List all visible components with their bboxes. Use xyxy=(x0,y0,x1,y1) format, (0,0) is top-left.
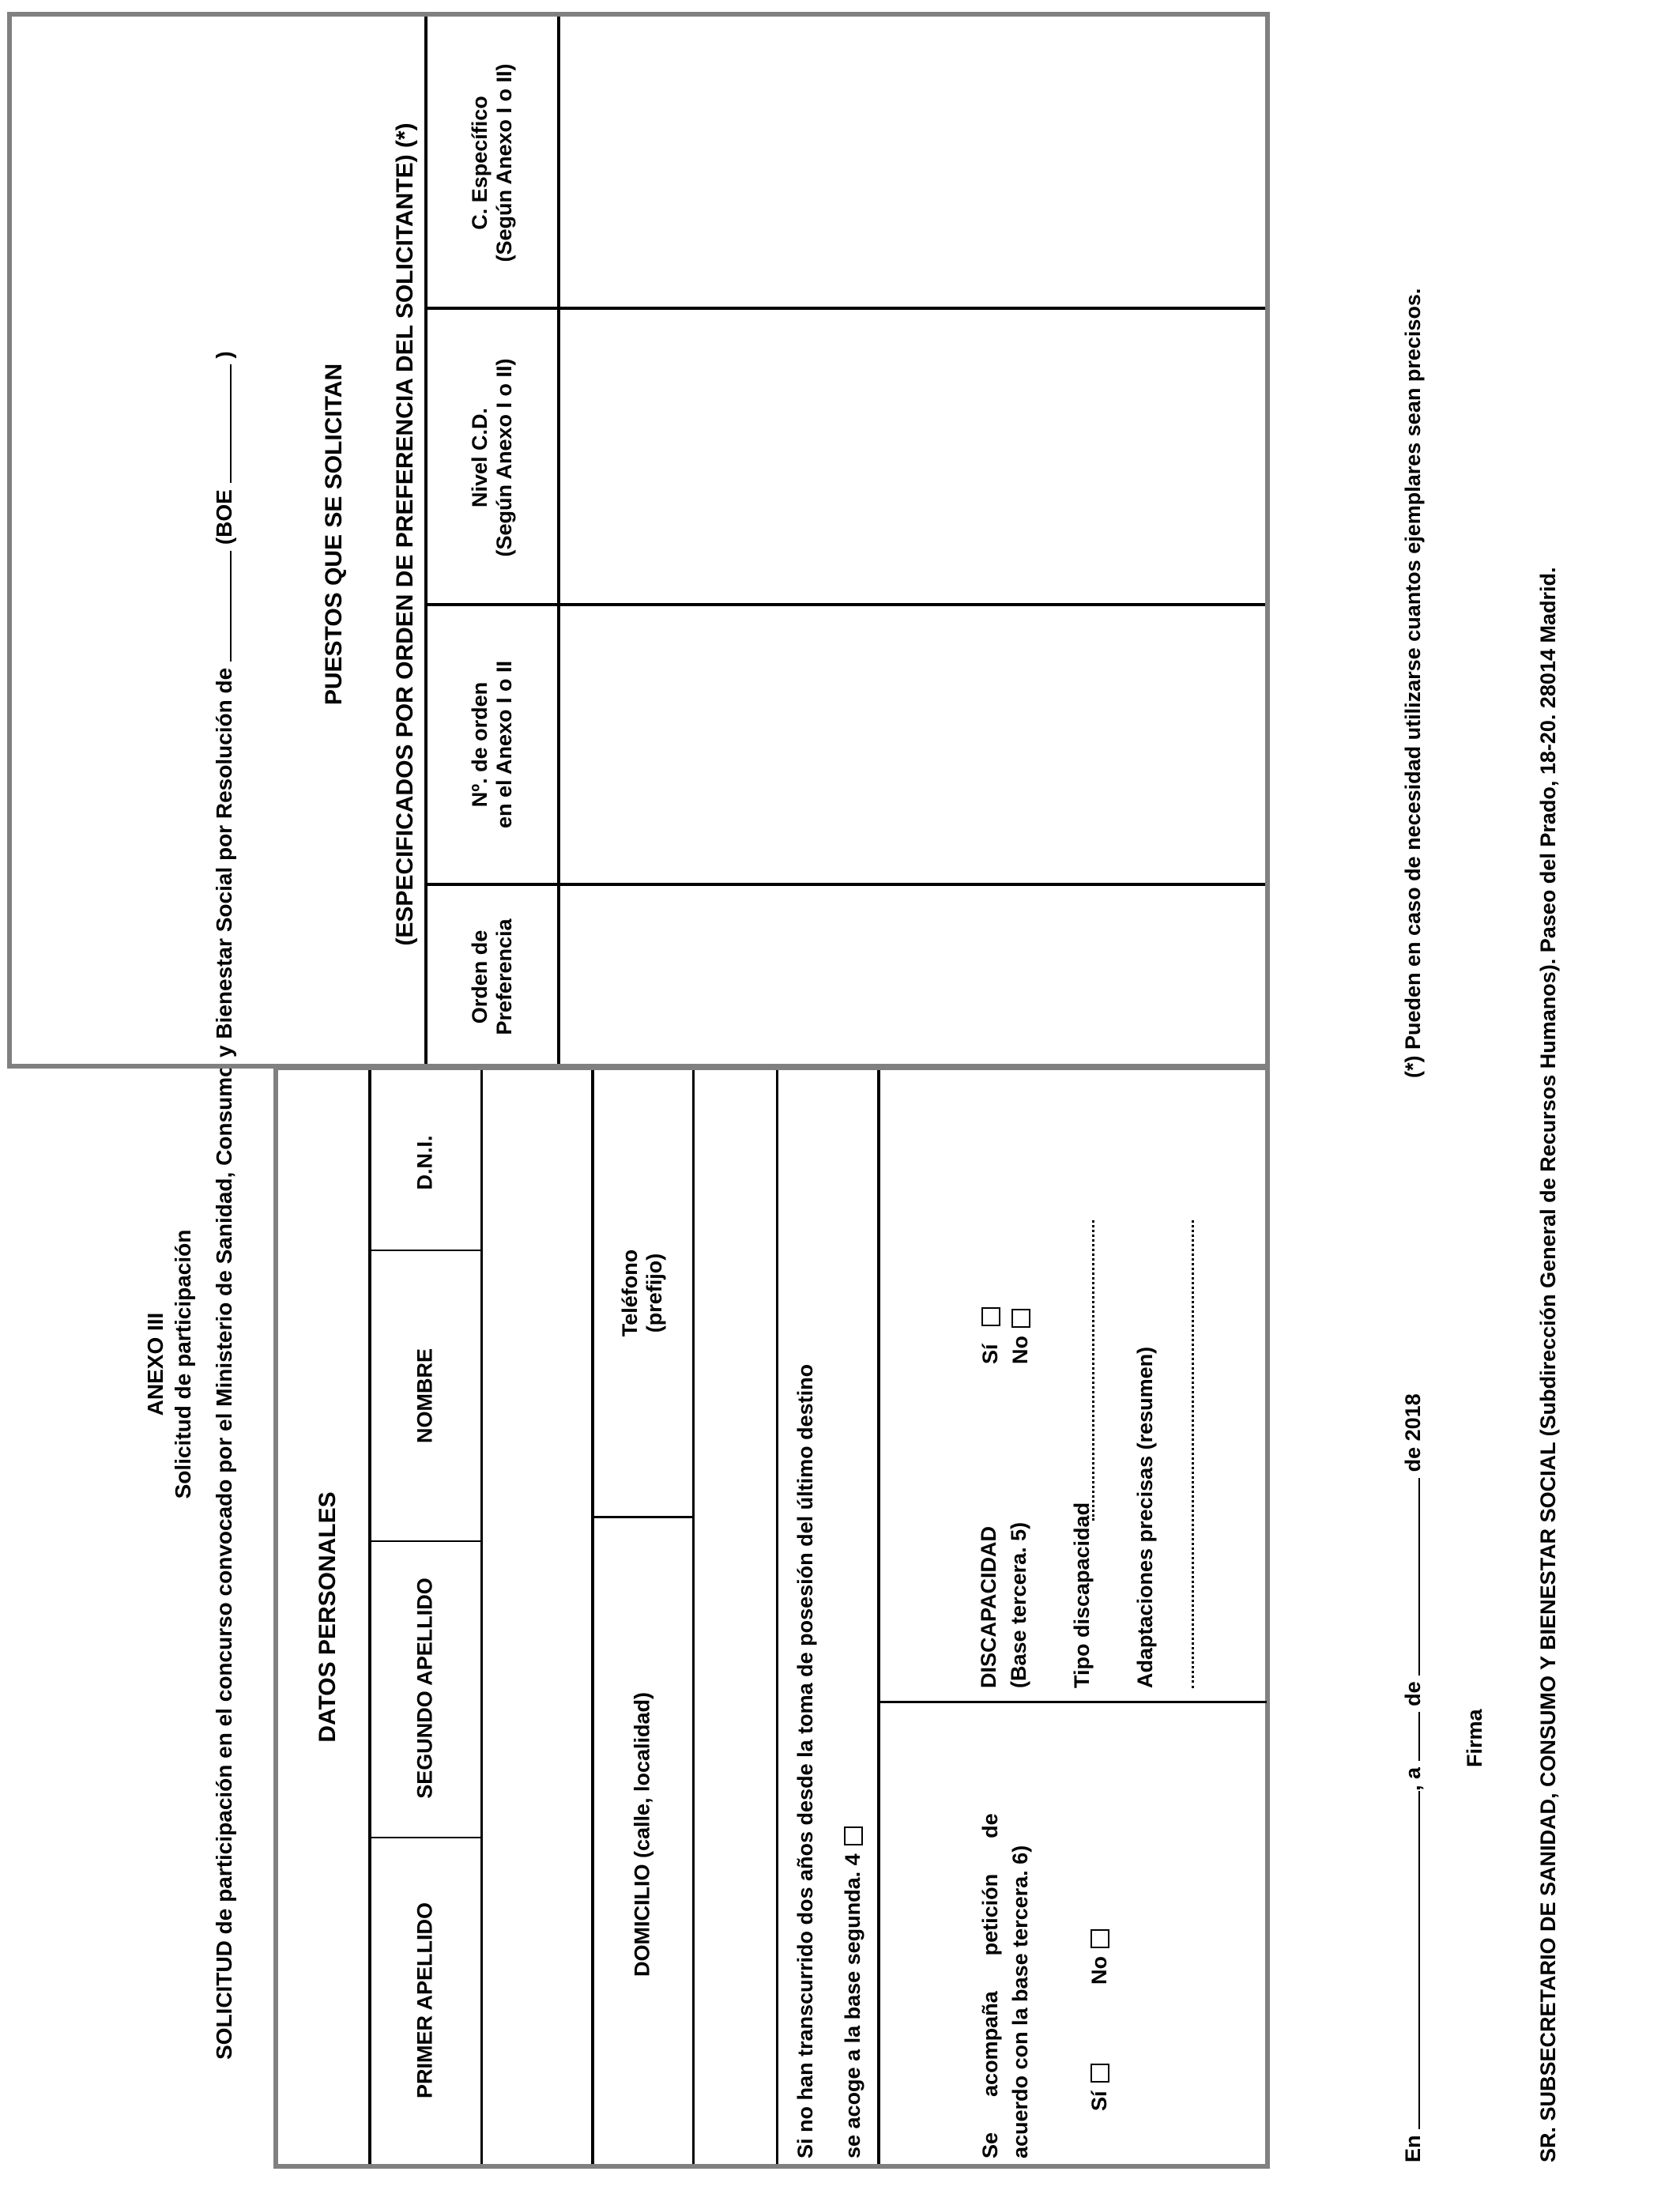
rule xyxy=(877,1070,880,2164)
col-dni: D.N.I. xyxy=(412,1135,437,1190)
rule xyxy=(424,17,428,1064)
column-divider xyxy=(368,1540,483,1542)
col-orden-preferencia xyxy=(468,918,517,1035)
col-numero-orden xyxy=(468,661,517,828)
col-complemento-especifico-line1: C. Específico xyxy=(467,96,492,230)
boe-prefix: (BOE xyxy=(212,489,236,545)
nombre-field[interactable] xyxy=(483,1251,591,1540)
column-divider xyxy=(591,1516,695,1518)
base-tercera-5-label: (Base tercera. 5) xyxy=(1007,1521,1030,1688)
column-divider xyxy=(879,1701,1267,1703)
telefono-label-line1: Teléfono xyxy=(617,1249,642,1337)
col-nivel-cd-line1: Nivel C.D. xyxy=(467,407,492,508)
annex-title: ANEXO III xyxy=(143,1312,168,1416)
adaptaciones-field[interactable] xyxy=(1192,1220,1194,1688)
footnote: (*) Pueden en caso de necesidad utilizarse cuantos ejemplares sean precisos. xyxy=(1401,288,1425,1078)
year-label: de 2018 xyxy=(1401,1393,1425,1472)
col-numero-orden-line1: Nº. de orden xyxy=(467,681,492,808)
col-orden-preferencia-line2: Preferencia xyxy=(492,918,516,1035)
col-orden-preferencia-line1: Orden de xyxy=(467,929,492,1024)
en-label: En xyxy=(1401,2135,1425,2162)
telefono-label xyxy=(618,1250,667,1337)
footer-address: SR. SUBSECRETARIO DE SANIDAD, CONSUMO Y BIENESTAR SOCIAL (Subdirección General de Recursos Humanos). Paseo del Prado, 18-20. 28014 Madrid. xyxy=(1536,567,1560,2162)
years-line2-text: se acoge a la base segunda. 4 xyxy=(841,1853,864,2158)
acompana-no-label: No xyxy=(1087,1956,1111,1985)
dni-field[interactable] xyxy=(483,1072,591,1250)
month-blank[interactable] xyxy=(1418,1478,1420,1676)
rule xyxy=(692,1070,695,2164)
a-label: , a xyxy=(1401,1766,1425,1791)
de-label: de xyxy=(1401,1681,1425,1706)
years-line1: Si no han transcurrido dos años desde la toma de posesión del último destino xyxy=(793,1363,817,2158)
positions-subheading: (ESPECIFICADOS POR ORDEN DE PREFERENCIA DEL SOLICITANTE) (*) xyxy=(392,123,418,946)
orden-preferencia-field[interactable] xyxy=(560,886,1264,1062)
rule xyxy=(776,1070,778,2164)
place-date-line xyxy=(1403,1393,1424,2162)
positions-heading: PUESTOS QUE SE SOLICITAN xyxy=(321,363,347,706)
segundo-apellido-field[interactable] xyxy=(483,1542,591,1837)
col-segundo-apellido: SEGUNDO APELLIDO xyxy=(412,1578,437,1799)
form-subtitle: Solicitud de participación xyxy=(171,1229,195,1499)
adaptaciones-label: Adaptaciones precisas (resumen) xyxy=(1133,1346,1157,1688)
discapacidad-si-checkbox[interactable] xyxy=(981,1307,1000,1326)
personal-data-heading: DATOS PERSONALES xyxy=(315,1491,341,1743)
discapacidad-no-checkbox[interactable] xyxy=(1011,1309,1030,1328)
discapacidad-si-option[interactable] xyxy=(980,1307,1001,1364)
rule xyxy=(591,1070,594,2164)
col-numero-orden-line2: en el Anexo I o II xyxy=(492,660,516,829)
years-line2 xyxy=(842,1826,864,2158)
column-divider xyxy=(368,1250,483,1251)
discapacidad-no-option[interactable] xyxy=(1010,1309,1031,1364)
acompana-line1: Se acompaña petición de xyxy=(978,1813,1002,2158)
col-nivel-cd-line2: (Según Anexo I o II) xyxy=(492,358,516,557)
discapacidad-si-label: Sí xyxy=(978,1344,1002,1364)
col-complemento-especifico xyxy=(468,63,517,262)
discapacidad-label: DISCAPACIDAD xyxy=(977,1525,1000,1688)
day-blank[interactable] xyxy=(1418,1712,1420,1761)
numero-orden-field[interactable] xyxy=(560,606,1264,883)
col-nivel-cd xyxy=(468,358,517,556)
acompana-line2: acuerdo con la base tercera. 6) xyxy=(1008,1845,1032,2158)
acompana-si-option[interactable] xyxy=(1089,2064,1110,2111)
boe-suffix: ) xyxy=(212,351,236,359)
acompana-si-checkbox[interactable] xyxy=(1090,2064,1109,2083)
col-primer-apellido: PRIMER APELLIDO xyxy=(412,1902,437,2099)
column-divider xyxy=(368,1837,483,1838)
tipo-discapacidad-label: Tipo discapacidad xyxy=(1070,1502,1094,1688)
telefono-field[interactable] xyxy=(695,1072,776,1516)
telefono-label-line2: (prefijo) xyxy=(642,1253,666,1333)
col-complemento-especifico-line2: (Según Anexo I o II) xyxy=(492,63,516,262)
nivel-cd-field[interactable] xyxy=(560,310,1264,603)
base-segunda-checkbox[interactable] xyxy=(844,1826,863,1845)
domicilio-label: DOMICILIO (calle, localidad) xyxy=(630,1691,654,1977)
discapacidad-no-label: No xyxy=(1008,1336,1032,1364)
primer-apellido-field[interactable] xyxy=(483,1838,591,2162)
place-blank[interactable] xyxy=(1418,1791,1420,2129)
col-nombre: NOMBRE xyxy=(412,1348,437,1443)
acompana-no-option[interactable] xyxy=(1089,1929,1110,1985)
rule xyxy=(368,1070,371,2164)
domicilio-field[interactable] xyxy=(695,1518,776,2162)
complemento-especifico-field[interactable] xyxy=(560,18,1264,307)
tipo-discapacidad-field[interactable] xyxy=(1092,1220,1094,1521)
form-title-text: SOLICITUD de participación en el concurso convocado por el Ministerio de Sanidad, Consumo y Bienestar Social por Resolución de xyxy=(212,667,236,2060)
acompana-no-checkbox[interactable] xyxy=(1090,1929,1109,1948)
acompana-si-label: Sí xyxy=(1087,2090,1111,2111)
firma-label: Firma xyxy=(1463,1709,1486,1767)
